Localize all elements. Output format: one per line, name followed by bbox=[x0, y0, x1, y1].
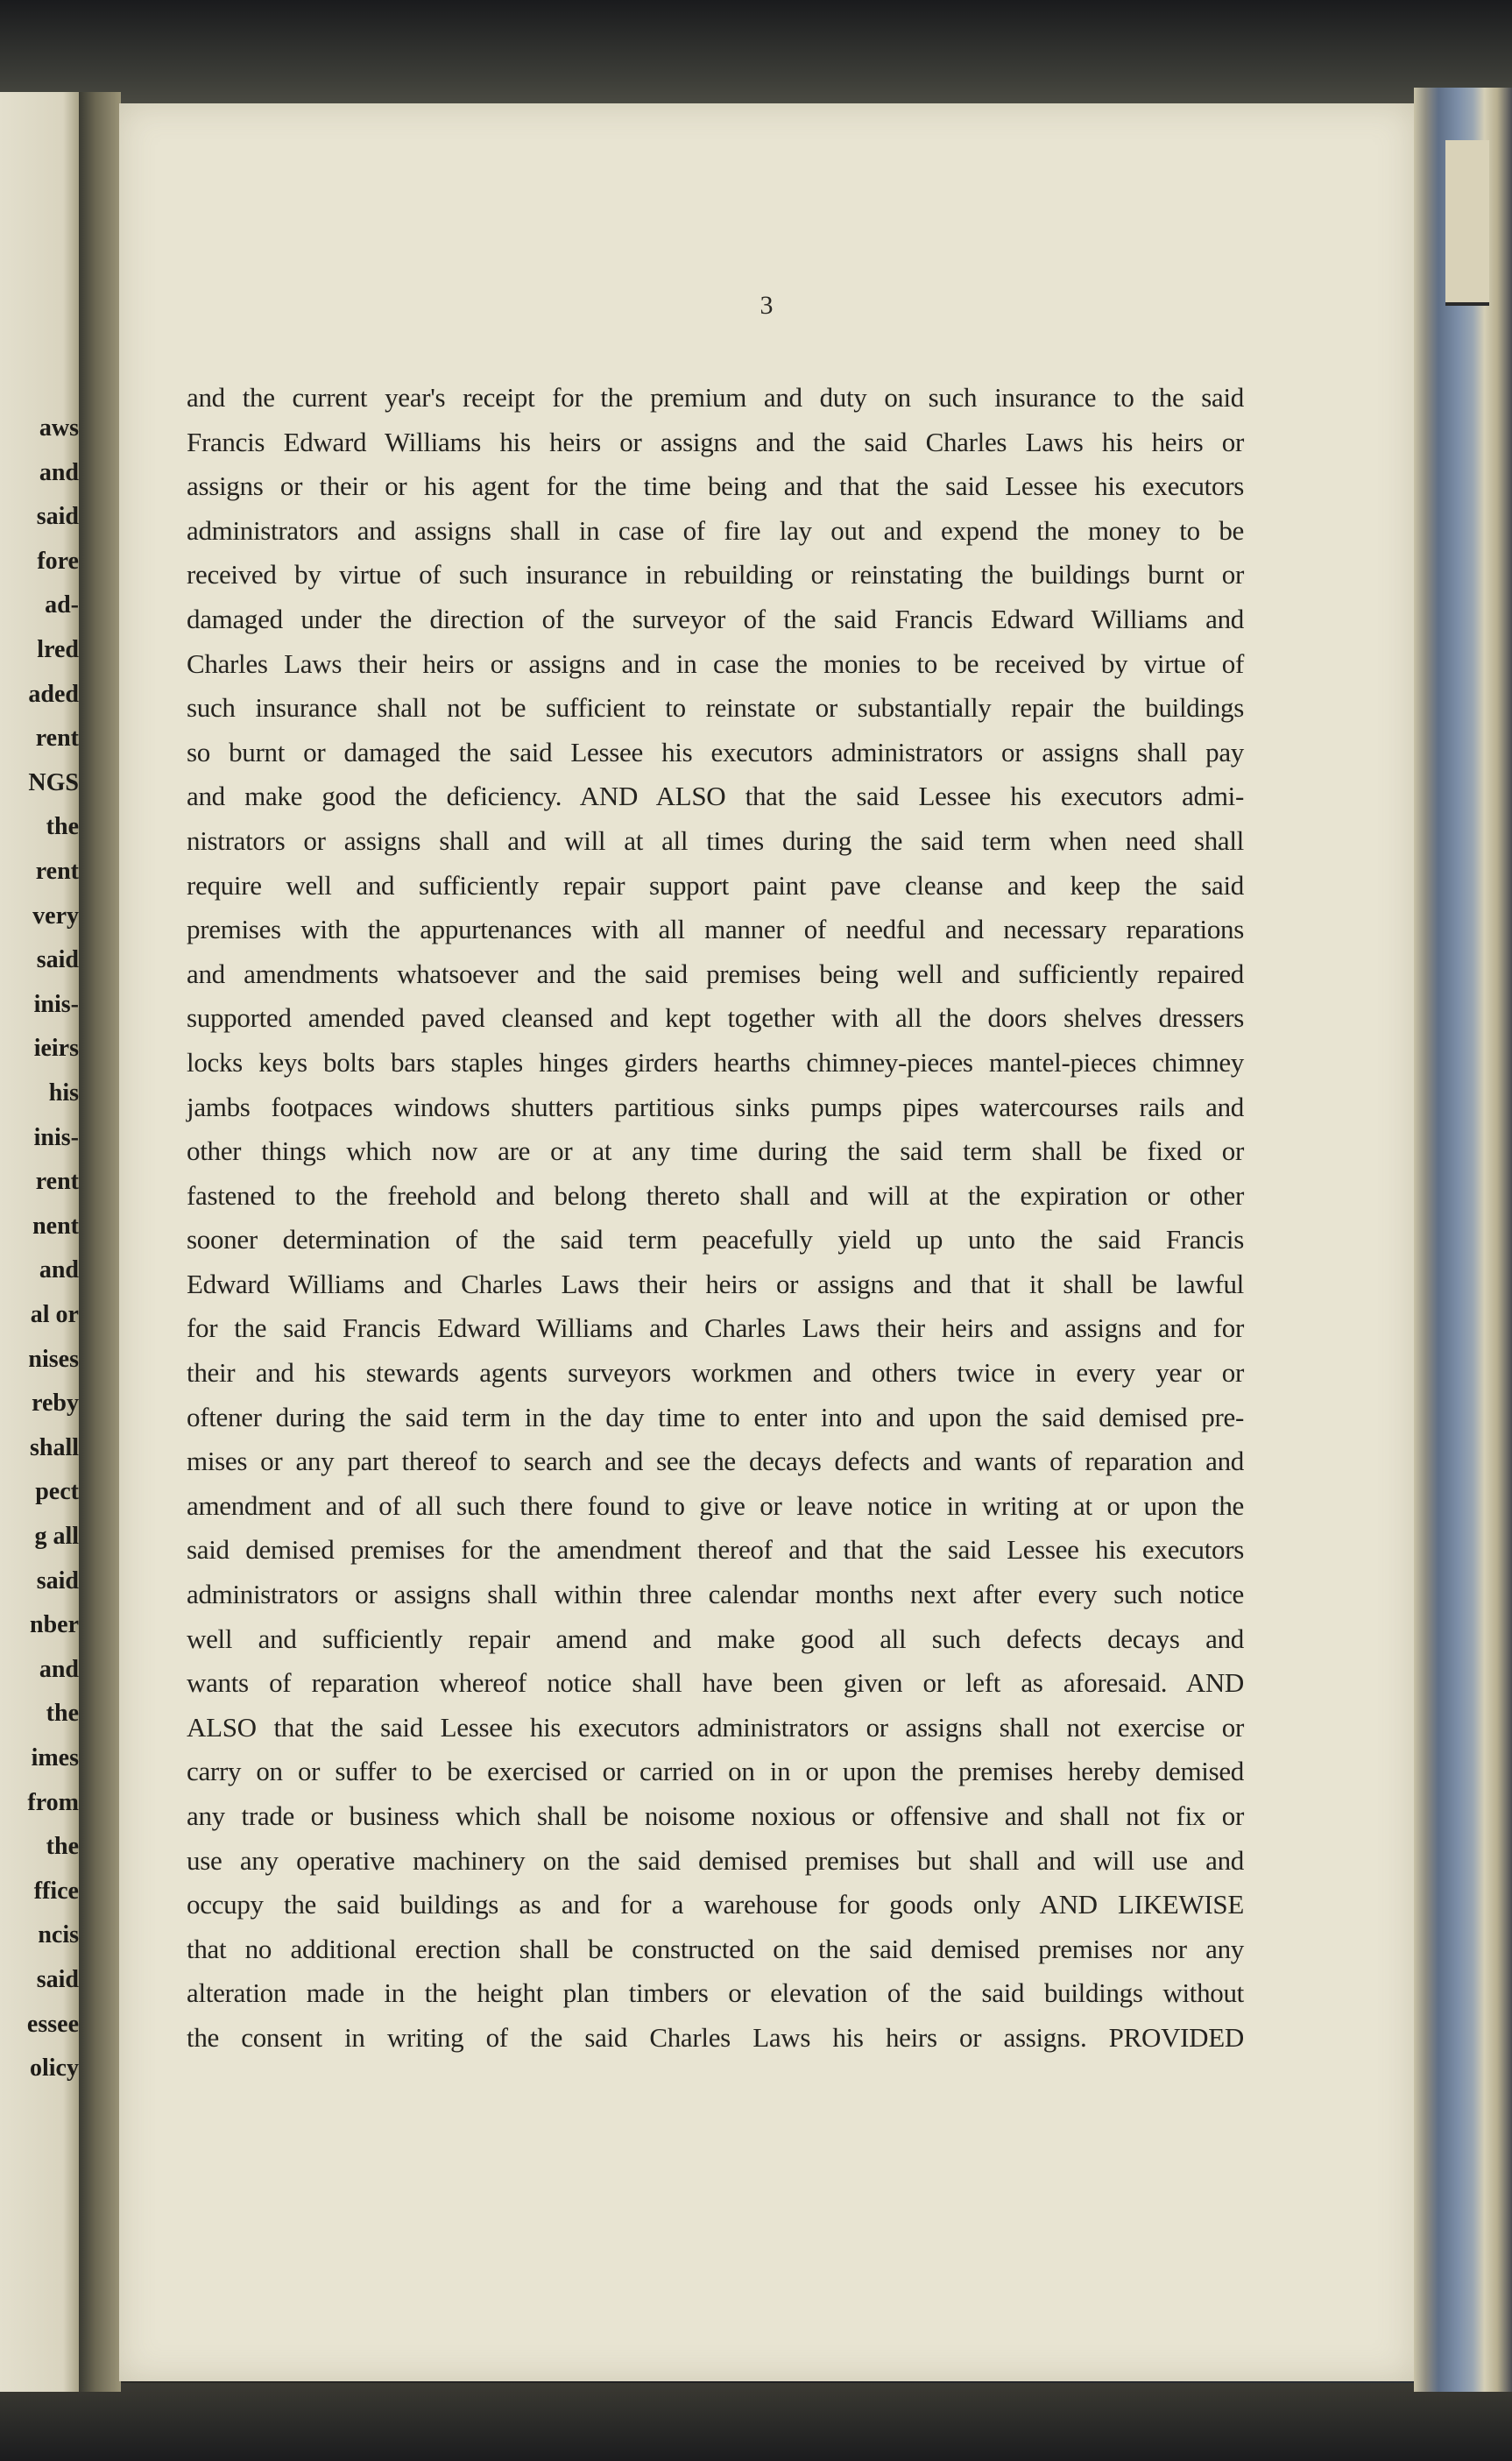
left-page-text-fragment: nises bbox=[28, 1347, 79, 1372]
left-page-text-fragment: al or bbox=[30, 1303, 79, 1327]
left-page-text-fragment: his bbox=[48, 1081, 79, 1106]
left-page-text-fragment: reby bbox=[32, 1391, 79, 1417]
left-page-text-fragment: essee bbox=[26, 2012, 79, 2037]
text-line: jambs footpaces windows shutters partitious sinks pumps pipes watercourses rails and bbox=[187, 1091, 1244, 1122]
page-edges-stack bbox=[1414, 88, 1512, 2392]
text-line: damaged under the direction of the surveyor of the said Francis Edward Williams and bbox=[187, 603, 1244, 634]
text-line: nistrators or assigns shall and will at all times during the said term when need shall bbox=[187, 824, 1244, 856]
left-page-text-fragment: NGS bbox=[28, 770, 79, 796]
left-page-text-fragment: g all bbox=[34, 1524, 79, 1549]
left-page-text-fragment: said bbox=[36, 1968, 79, 1992]
text-line: amendment and of all such there found to give or leave notice in writing at or upon the bbox=[187, 1489, 1244, 1521]
page-edge-tab bbox=[1445, 140, 1489, 306]
left-page-text-fragment: the bbox=[46, 815, 79, 840]
left-page-text-fragment: shall bbox=[29, 1435, 79, 1460]
left-page-text-fragment: olicy bbox=[30, 2056, 79, 2082]
left-page-text-fragment: said bbox=[36, 505, 79, 530]
left-page-text-fragment: said bbox=[36, 1568, 79, 1594]
text-line: and amendments whatsoever and the said premises being well and sufficiently repaired bbox=[187, 958, 1244, 989]
left-page-text-fragment: inis- bbox=[33, 992, 79, 1017]
left-page-text-fragment: inis- bbox=[33, 1125, 79, 1150]
left-page-text-fragment: nber bbox=[30, 1613, 79, 1638]
text-line: such insurance shall not be sufficient to reinstate or substantially repair the buildings bbox=[187, 692, 1244, 724]
text-line: alteration made in the height plan timbers or elevation of the said buildings without bbox=[187, 1977, 1244, 2009]
text-line: mises or any part thereof to search and see the decays defects and wants of reparation and bbox=[187, 1446, 1244, 1477]
left-page-text-fragment: the bbox=[46, 1835, 79, 1860]
text-line: so burnt or damaged the said Lessee his executors administrators or assigns shall pay bbox=[187, 736, 1244, 767]
left-page-text-fragment: ad- bbox=[45, 593, 79, 619]
left-page-text-fragment: very bbox=[32, 903, 79, 929]
text-line: for the said Francis Edward Williams and Charles Laws their heirs and assigns and for bbox=[187, 1312, 1244, 1344]
left-page-text-fragment: imes bbox=[31, 1746, 79, 1771]
left-page-text-fragment: fore bbox=[37, 548, 79, 574]
text-line: and the current year's receipt for the premium and duty on such insurance to the said bbox=[187, 382, 1244, 413]
book-binding-bottom bbox=[0, 2383, 1512, 2461]
text-line: other things which now are or at any time during the said term shall be fixed or bbox=[187, 1135, 1244, 1167]
book-binding-top bbox=[0, 0, 1512, 105]
text-line: their and his stewards agents surveyors workmen and others twice in every year or bbox=[187, 1357, 1244, 1389]
text-line: wants of reparation whereof notice shall have been given or left as aforesaid. AND bbox=[187, 1667, 1244, 1699]
left-page-text-fragment: lred bbox=[37, 638, 79, 662]
text-line: supported amended paved cleansed and kept together with all the doors shelves dressers bbox=[187, 1002, 1244, 1034]
text-line: fastened to the freehold and belong thereto shall and will at the expiration or other bbox=[187, 1179, 1244, 1211]
text-line: Francis Edward Williams his heirs or assigns and the said Charles Laws his heirs or bbox=[187, 426, 1244, 457]
text-line: the consent in writing of the said Charles Laws his heirs or assigns. PROVIDED bbox=[187, 2021, 1244, 2053]
text-line: any trade or business which shall be noisome noxious or offensive and shall not fix or bbox=[187, 1800, 1244, 1831]
text-line: Edward Williams and Charles Laws their heirs or assigns and that it shall be lawful bbox=[187, 1268, 1244, 1299]
left-page-text-fragment: rent bbox=[35, 859, 79, 884]
left-page-text-fragment: pect bbox=[35, 1480, 79, 1505]
text-line: carry on or suffer to be exercised or carried on in or upon the premises hereby demised bbox=[187, 1756, 1244, 1787]
text-line: and make good the deficiency. AND ALSO that the said Lessee his executors admi- bbox=[187, 781, 1244, 812]
text-line: premises with the appurtenances with all manner of needful and necessary reparations bbox=[187, 914, 1244, 945]
book-gutter bbox=[79, 92, 121, 2392]
left-page-text-fragment: ffice bbox=[33, 1878, 79, 1904]
text-line: received by virtue of such insurance in rebuilding or reinstating the buildings burnt or bbox=[187, 559, 1244, 590]
text-line: locks keys bolts bars staples hinges girders hearths chimney-pieces mantel-pieces chimney bbox=[187, 1046, 1244, 1078]
page-number: 3 bbox=[760, 291, 774, 320]
text-line: said demised premises for the amendment thereof and that the said Lessee his executors bbox=[187, 1534, 1244, 1566]
text-line: sooner determination of the said term peacefully yield up unto the said Francis bbox=[187, 1224, 1244, 1255]
text-line: well and sufficiently repair amend and make good all such defects decays and bbox=[187, 1623, 1244, 1654]
left-page-text-fragment: and bbox=[39, 1258, 79, 1284]
left-page-text-fragment: nent bbox=[32, 1213, 79, 1239]
left-page-text-fragment: and bbox=[39, 1657, 79, 1682]
text-line: occupy the said buildings as and for a warehouse for goods only AND LIKEWISE bbox=[187, 1889, 1244, 1920]
text-line: assigns or their or his agent for the time being and that the said Lessee his executors bbox=[187, 470, 1244, 502]
text-line: administrators and assigns shall in case of fire lay out and expend the money to be bbox=[187, 514, 1244, 546]
left-page-text-fragment: said bbox=[36, 948, 79, 973]
left-page-text-fragment: ieirs bbox=[33, 1036, 79, 1062]
left-page-text-fragment: the bbox=[46, 1701, 79, 1727]
text-line: require well and sufficiently repair support paint pave cleanse and keep the said bbox=[187, 869, 1244, 901]
left-page-text-fragment: and bbox=[39, 460, 79, 485]
left-page-text-fragment: rent bbox=[35, 726, 79, 752]
text-line: Charles Laws their heirs or assigns and in case the monies to be received by virtue of bbox=[187, 647, 1244, 679]
page-body-text bbox=[187, 376, 1244, 2061]
left-page-text-fragment: ncis bbox=[38, 1923, 79, 1948]
left-page-text-fragment: aws bbox=[39, 416, 79, 441]
left-page-text-fragment: from bbox=[27, 1790, 79, 1815]
text-line: ALSO that the said Lessee his executors administrators or assigns shall not exercise or bbox=[187, 1711, 1244, 1743]
left-facing-page bbox=[0, 92, 79, 2392]
text-line: oftener during the said term in the day time to enter into and upon the said demised pre- bbox=[187, 1401, 1244, 1432]
text-line: administrators or assigns shall within three calendar months next after every such notice bbox=[187, 1579, 1244, 1610]
text-line: use any operative machinery on the said demised premises but shall and will use and bbox=[187, 1844, 1244, 1876]
text-line: that no additional erection shall be constructed on the said demised premises nor any bbox=[187, 1933, 1244, 1964]
document-page bbox=[119, 103, 1414, 2381]
left-page-text-fragment: aded bbox=[28, 682, 79, 707]
left-page-text-fragment: rent bbox=[35, 1170, 79, 1195]
